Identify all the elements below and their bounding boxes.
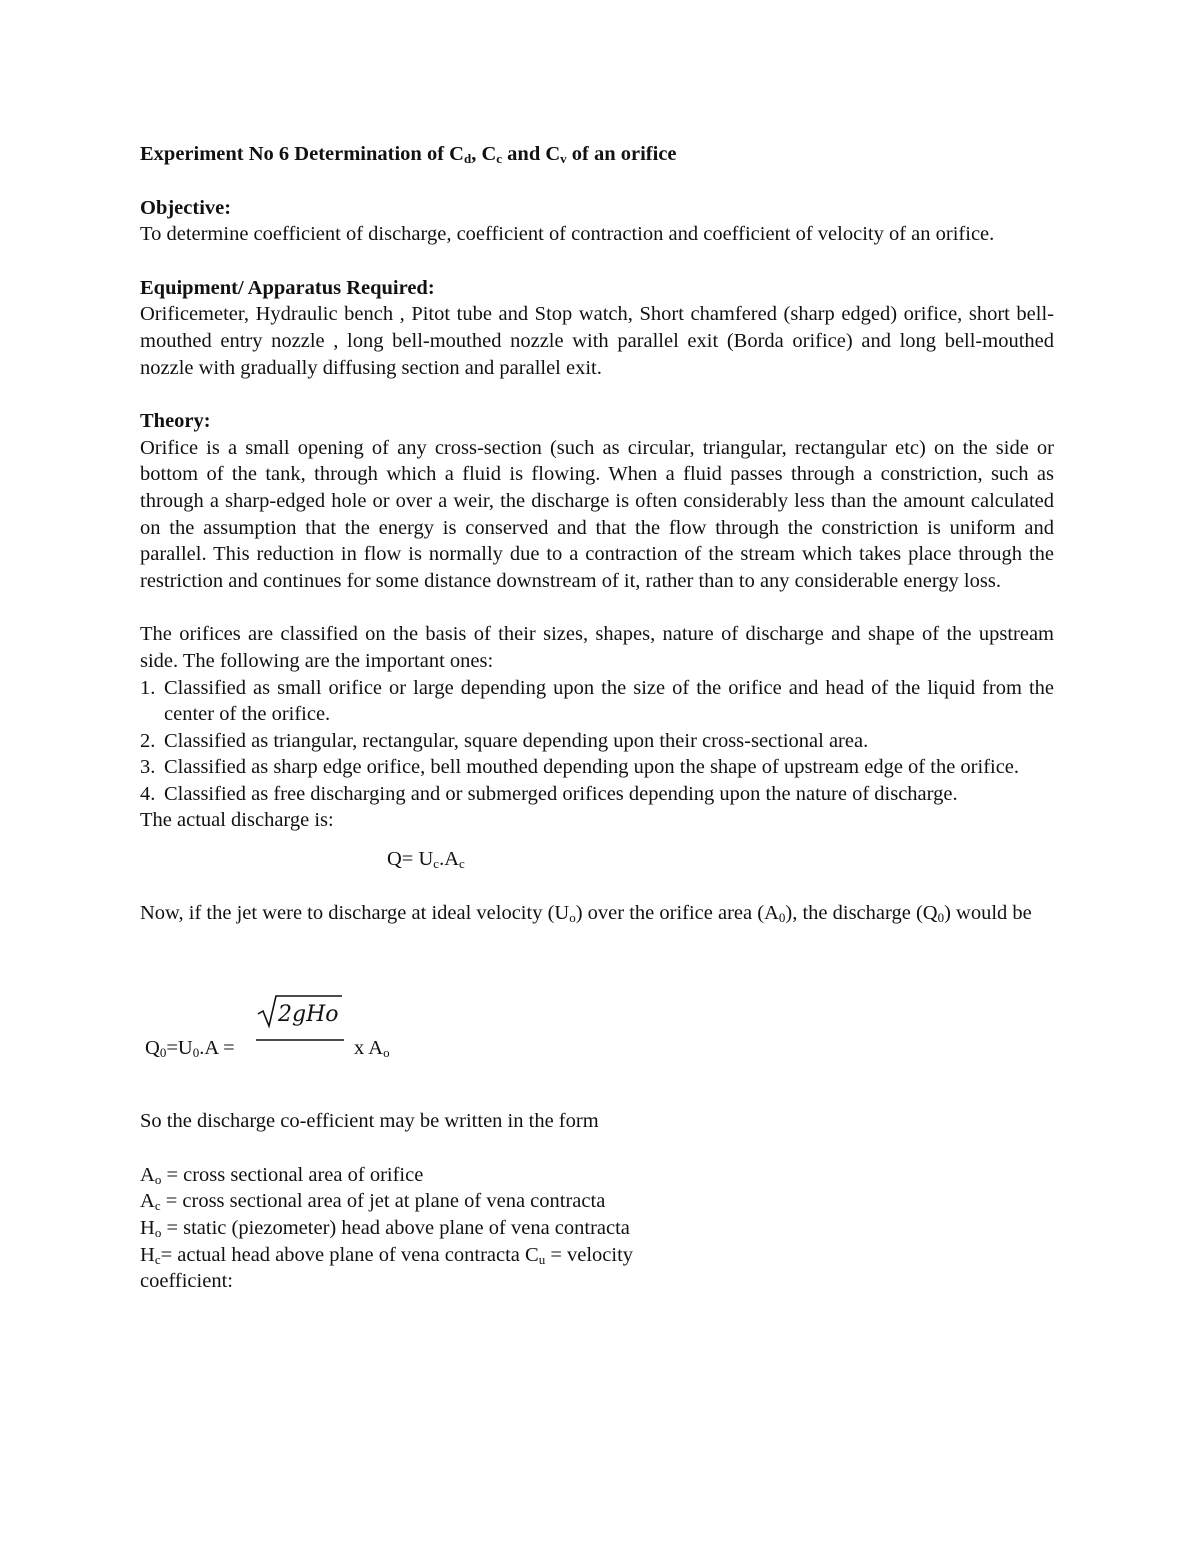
objective-heading: Objective: <box>140 196 232 219</box>
list-text: Classified as sharp edge orifice, bell mouthed depending upon the shape of upstream edge of the orifice. <box>164 756 1020 779</box>
document-content <box>140 141 1054 1295</box>
def-text: = static (piezometer) head above plane of vena contracta <box>161 1217 630 1240</box>
eq-part: Q= U <box>387 848 434 871</box>
formula-part: .A = <box>199 1037 235 1060</box>
def-symbol: H <box>140 1243 155 1266</box>
title-part: Experiment No 6 Determination of C <box>140 143 464 165</box>
def-symbol: A <box>140 1163 155 1186</box>
def-symbol: H <box>140 1217 155 1240</box>
formula-part: Q <box>145 1037 160 1060</box>
formula-part: x A <box>354 1037 384 1060</box>
coefficient-intro: So the discharge co-efficient may be written in the form <box>140 1110 599 1133</box>
def-sub: u <box>538 1251 546 1267</box>
list-text: Classified as small orifice or large depending upon the size of the orifice and head of the liquid from the center of the orifice. <box>164 676 1054 726</box>
list-number: 3. <box>140 756 156 779</box>
list-number: 2. <box>140 729 156 752</box>
title-part: of an orifice <box>566 143 677 165</box>
ideal-discharge-formula <box>140 950 1054 1068</box>
actual-discharge-equation <box>140 846 1054 873</box>
title-part: and C <box>502 143 561 165</box>
def-text: = cross sectional area of orifice <box>161 1163 424 1186</box>
text-part: ) would be <box>944 901 1032 924</box>
formula-sub: o <box>383 1045 390 1061</box>
equipment-text: Orificemeter, Hydraulic bench , Pitot tube and Stop watch, Short chamfered (sharp edged) orifice, short bell-mouthed entry nozzle , long bell-mouthed nozzle with parallel exit (Borda orifice) and long bell-mouthed nozzle with gradually diffusing section and parallel exit. <box>140 303 1054 379</box>
formula-sub: 0 <box>192 1045 200 1061</box>
text-part: ), the discharge (Q <box>785 901 938 924</box>
formula-rhs <box>354 1035 390 1062</box>
list-item <box>140 728 1054 755</box>
theory-paragraph-2: The orifices are classified on the basis of their sizes, shapes, nature of discharge and shape of the upstream side. The following are the important ones: <box>140 623 1054 672</box>
title-sub-d: d <box>463 151 472 166</box>
classification-list <box>140 675 1054 808</box>
sqrt-argument: 2gHo <box>278 1002 339 1028</box>
ideal-discharge-text <box>140 900 1054 927</box>
text-sub: 0 <box>937 909 945 925</box>
def-text: = cross sectional area of jet at plane of vena contracta <box>160 1190 606 1213</box>
equipment-heading: Equipment/ Apparatus Required: <box>140 276 435 299</box>
eq-part: .A <box>439 848 460 871</box>
objective-text: To determine coefficient of discharge, coefficient of contraction and coefficient of velocity of an orifice. <box>140 223 995 246</box>
eq-sub: c <box>433 856 440 872</box>
eq-sub: c <box>459 856 465 872</box>
list-number: 1. <box>140 676 156 699</box>
title-sub-v: v <box>560 151 567 166</box>
list-item <box>140 754 1054 781</box>
list-text: Classified as free discharging and or submerged orifices depending upon the nature of discharge. <box>164 782 958 805</box>
theory-paragraph-1: Orifice is a small opening of any cross-section (such as circular, triangular, rectangular etc) on the side or bottom of the tank, through which a fluid is flowing. When a fluid passes through a constriction, such as through a sharp-edged hole or over a weir, the discharge is often considerably less than the amount calculated on the assumption that the energy is conserved and that the flow through the constriction is uniform and parallel. This reduction in flow is normally due to a contraction of the stream which takes place through the restriction and continues for some distance downstream of it, rather than to any considerable energy loss. <box>140 436 1054 592</box>
list-text: Classified as triangular, rectangular, square depending upon their cross-sectional area. <box>164 729 869 752</box>
definition-line <box>140 1162 1054 1189</box>
def-sub: c <box>154 1251 161 1267</box>
page-title <box>140 141 1054 168</box>
text-sub: o <box>569 909 576 925</box>
def-text: = velocity <box>545 1243 634 1266</box>
list-number: 4. <box>140 782 156 805</box>
text-part: ) over the orifice area (A <box>575 901 779 924</box>
def-text: = actual head above plane of vena contracta C <box>160 1243 539 1266</box>
title-sub-c: c <box>496 151 503 166</box>
formula-part: =U <box>166 1037 193 1060</box>
formula-lhs <box>145 1035 235 1062</box>
fraction <box>256 990 344 1050</box>
definition-line <box>140 1215 1054 1242</box>
def-sub: o <box>154 1171 162 1187</box>
def-sub: c <box>154 1198 161 1214</box>
formula-sub: 0 <box>159 1045 167 1061</box>
def-sub: o <box>154 1225 162 1241</box>
actual-discharge-intro: The actual discharge is: <box>140 809 334 832</box>
list-item <box>140 781 1054 808</box>
definition-line-continued: coefficient: <box>140 1270 233 1293</box>
list-item <box>140 675 1054 728</box>
theory-heading: Theory: <box>140 410 211 433</box>
text-part: Now, if the jet were to discharge at ideal velocity (U <box>140 901 570 924</box>
text-sub: 0 <box>778 909 786 925</box>
definition-line <box>140 1242 1054 1269</box>
def-symbol: A <box>140 1190 155 1213</box>
definition-line <box>140 1188 1054 1215</box>
title-part: , C <box>471 143 497 165</box>
